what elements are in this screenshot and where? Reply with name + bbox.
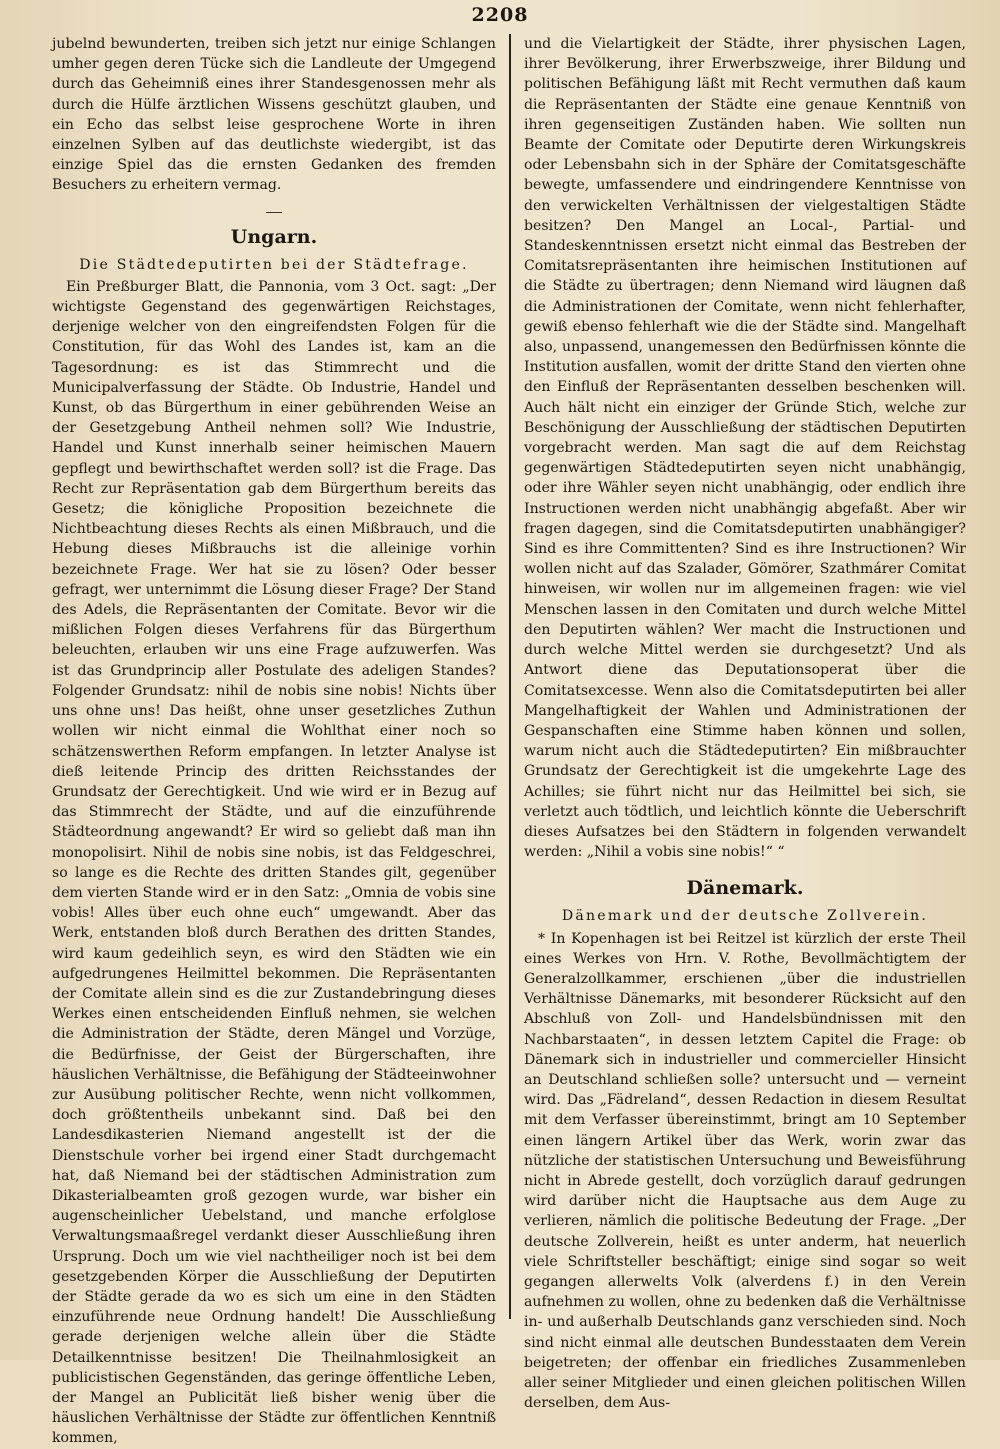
continuation-paragraph: und die Vielartigkeit der Städte, ihrer physischen Lagen, ihrer Bevölkerung, ihrer Erwerbszweige, ihrer Bildung und politischen Befähigung läßt mit Recht vermuthen daß kaum die Repräsentanten der Städte eine genaue Kenntniß von ihren gegenseitigen Zuständen haben. Wie sollten nun Beamte der Comitate oder Deputirte deren Wirkungskreis oder Lebensbahn sich in der Sphäre der Comitatsgeschäfte bewegte, umfassendere und eindringendere Kenntnisse von den verwickelten Verhältnissen der vielgestaltigen Städte besitzen? Den Mangel an Local-, Partial- und Standeskenntnissen ersetzt nicht einmal das Bestreben der Comitatsrepräsentanten ihre heimischen Institutionen auf die Städte zu übertragen; denn Niemand wird läugnen daß die Administrationen der Comitate, wenn nicht fehlerhafter, gewiß ebenso fehlerhaft wie die der Städte sind. Mangelhaft also, unpassend, unangemessen den Bedürfnissen könnte die Institution ausfallen, womit der dritte Stand den vierten ohne den Einfluß der Repräsentanten desselben beschenken will. Auch hält nicht ein einziger der Gründe Stich, welche zur Beschönigung der Ausschließung der städtischen Deputirten vorgebracht werden. Man sagt die auf dem Reichstag gegenwärtigen Städtedeputirten seyen nicht unabhängig, oder ihre Wähler seyen nicht unabhängig, oder endlich ihre Instructionen werden nicht unabhängig abgefaßt. Aber wir fragen dagegen, sind die Comitatsdeputirten unabhängiger? Sind es ihre Committenten? Sind es ihre Instructionen? Wir wollen nicht auf das Szalader, Gömörer, Szathmárer Comitat hinweisen, wir wollen nur im allgemeinen fragen: wie viel Menschen lassen in den Comitaten und durch welche Mittel den Deputirten wählen? Wer macht die Instructionen und durch welche Mittel werden sie durchgesetzt? Und als Antwort diene das Deputationsoperat über die Comitatsexcesse. Wenn also die Comitatsdeputirten bei aller Mangelhaftigkeit der Wahlen und Administrationen der Gespanschaften eine Stimme haben können und sollen, warum nicht auch die Städtedeputirten? Ein mißbrauchter Grundsatz der Gerechtigkeit ist die umgekehrte Lage des Achilles; sie führt nicht nur das Heilmittel bei sich, sie verletzt auch tödtlich, und leichtlich könnte die Ueberschrift dieses Aufsatzes bei den Städtern in folgenden verwandelt werden: „Nihil a vobis sine nobis!“ “ bbox=[524, 36, 966, 861]
right-column bbox=[524, 34, 966, 1412]
article-title-zollverein: Dänemark und der deutsche Zollverein. bbox=[561, 908, 929, 925]
section-divider-rule bbox=[266, 212, 282, 213]
article-body-daenemark: * In Kopenhagen ist bei Reitzel ist kürzlich der erste Theil eines Werkes von Hrn. V. Rothe, Bevollmächtigtem der Generalzollkammer, erschienen „über die industriellen Verhältnisse Dänemarks, mit besonderer Rücksicht auf den Abschluß von Zoll- und Handelsbündnissen mit den Nachbarstaaten“, in dessen letztem Capitel die Frage: ob Dänemark sich in industrieller und commercieller Hinsicht an Deutschland schließen solle? untersucht und — verneint wird. Das „Fädreland“, dessen Redaction in diesem Resultat mit dem Verfasser übereinstimmt, bringt am 10 September einen längern Artikel über das Werk, worin zwar das nützliche der statistischen Untersuchung und Beweisführung nicht in Abrede gestellt, doch vorzüglich darauf gedrungen wird darüber nicht die Hauptsache aus dem Auge zu verlieren, nämlich die politische Bedeutung der Frage. „Der deutsche Zollverein, heißt es unter anderm, hat neuerlich viele Schriftsteller beschäftigt; einige sind sogar so weit gegangen allerwelts Volk (alverdens f.) in den Verein aufnehmen zu wollen, ohne zu bedenken daß die Verhältnisse in- und außerhalb Deutschlands ganz verschieden sind. Noch sind nicht einmal alle deutschen Bundesstaaten dem Verein beigetreten; der offenbar ein friedliches Zusammenleben aller seiner Mitglieder und einen gleichen politischen Willen derselben, dem Aus- bbox=[524, 930, 966, 1412]
column-divider bbox=[509, 34, 511, 1319]
page-number: 2208 bbox=[471, 4, 529, 26]
section-title-ungarn: Ungarn. bbox=[230, 225, 318, 248]
article-body-ungarn: Ein Preßburger Blatt, die Pannonia, vom 3 Oct. sagt: „Der wichtigste Gegenstand des gegenwärtigen Reichstages, derjenige welcher von den eingreifendsten Folgen für die Constitution, für das Wohl des Landes ist, kam an die Tagesordnung: es ist das Stimmrecht und die Municipalverfassung der Städte. Ob Industrie, Handel und Kunst, ob das Bürgerthum in einer gebührenden Weise an der Gesetzgebung Antheil nehmen soll? Wie Industrie, Handel und Kunst innerhalb seiner heimischen Mauern gepflegt und bewirthschaftet werden soll? ist die Frage. Das Recht zur Repräsentation gab dem Bürgerthum bereits das Gesetz; die königliche Proposition bezeichnete die Nichtbeachtung dieses Rechts als einen Mißbrauch, und die Hebung dieses Mißbrauchs ist die alleinige vorhin bezeichnete Frage. Wer hat sie zu lösen? Oder besser gefragt, wer unternimmt die Lösung dieser Frage? Der Stand des Adels, die Repräsentanten der Comitate. Bevor wir die mißlichen Folgen dieses Verfahrens für das Bürgerthum beleuchten, erlauben wir uns eine Frage aufzuwerfen. Was ist das Grundprincip aller Postulate des adeligen Standes? Folgender Grundsatz: nihil de nobis sine nobis! Nichts über uns ohne uns! Das heißt, ohne unser gesetzliches Zuthun wollen wir nicht einmal die Wohlthat einer noch so schätzenswerthen Reform empfangen. In letzter Analyse ist dieß leitende Princip des dritten Reichsstandes der Grundsatz der Gerechtigkeit. Und wie wird er in Bezug auf das Stimmrecht der Städte, und auf die einzuführende Städteordnung angewandt? Er wird so geliebt daß man ihn monopolisirt. Nihil de nobis sine nobis, ist das Feldgeschrei, so lange es die Rechte des dritten Standes gilt, gegenüber dem vierten Stande wird er in den Satz: „Omnia de vobis sine vobis! Alles über euch ohne euch“ umgewandt. Aber das Werk, entstanden bloß durch Berathen des dritten Standes, wird kaum gedeihlich seyn, es wird den Städten wie ein aufgedrungenes Heilmittel bekommen. Die Repräsentanten der Comitate allein sind es die zur Zustandebringung dieses Werkes einen entscheidenden Einfluß nehmen, sie welchen die Administration der Städte, deren Mängel und Vorzüge, die Bedürfnisse, der Geist der Bürgerschaften, ihre häuslichen Verhältnisse, die Befähigung der Städteeinwohner zur Ausübung politischer Rechte, wenn nicht vollkommen, doch größtentheils unbekannt sind. Daß bei den Landesdikasterien Niemand angestellt ist der die Dienstschule vorher bei irgend einer Stadt durchgemacht hat, daß Niemand bei der städtischen Administration zum Dikasterialbeamten groß gezogen wurde, war bisher ein augenscheinlicher Uebelstand, und manche erfolglose Verwaltungsmaaßregel verdankt dieser Ausschließung ihren Ursprung. Doch um wie viel nachtheiliger noch ist bei dem gesetzgebenden Körper die Ausschließung der Deputirten der Städte gerade da wo es sich um eine in den Städten einzuführende neue Ordnung handelt! Die Ausschließung gerade derjenigen welche allein über die Städte Detailkenntnisse besitzen! Die Theilnahmlosigkeit an publicistischen Gegenständen, das geringe öffentliche Leben, der Mangel an Publicität ließ bisher wenig über die häuslichen Verhältnisse der Städte zur öffentlichen Kenntniß kommen, bbox=[52, 278, 496, 1447]
intro-paragraph: jubelnd bewunderten, treiben sich jetzt nur einige Schlangen umher gegen deren Tücke sich die Landleute der Umgegend durch das Geheimniß eines ihrer Standesgenossen mehr als durch die Hülfe ärztlichen Wissens geschützt glauben, und ein Echo das selbst leise gesprochene Worte in ihren einzelnen Sylben auf das deutlichste wiedergibt, ist das einzige Spiel das die ernsten Gedanken des fremden Besuchers zu erheitern vermag. bbox=[52, 36, 496, 194]
article-title-staedtedeputirten: Die Städtedeputirten bei der Städtefrage. bbox=[79, 256, 469, 273]
section-title-daenemark: Dänemark. bbox=[686, 877, 804, 900]
left-column bbox=[52, 34, 496, 1447]
section-spacer bbox=[524, 862, 966, 874]
